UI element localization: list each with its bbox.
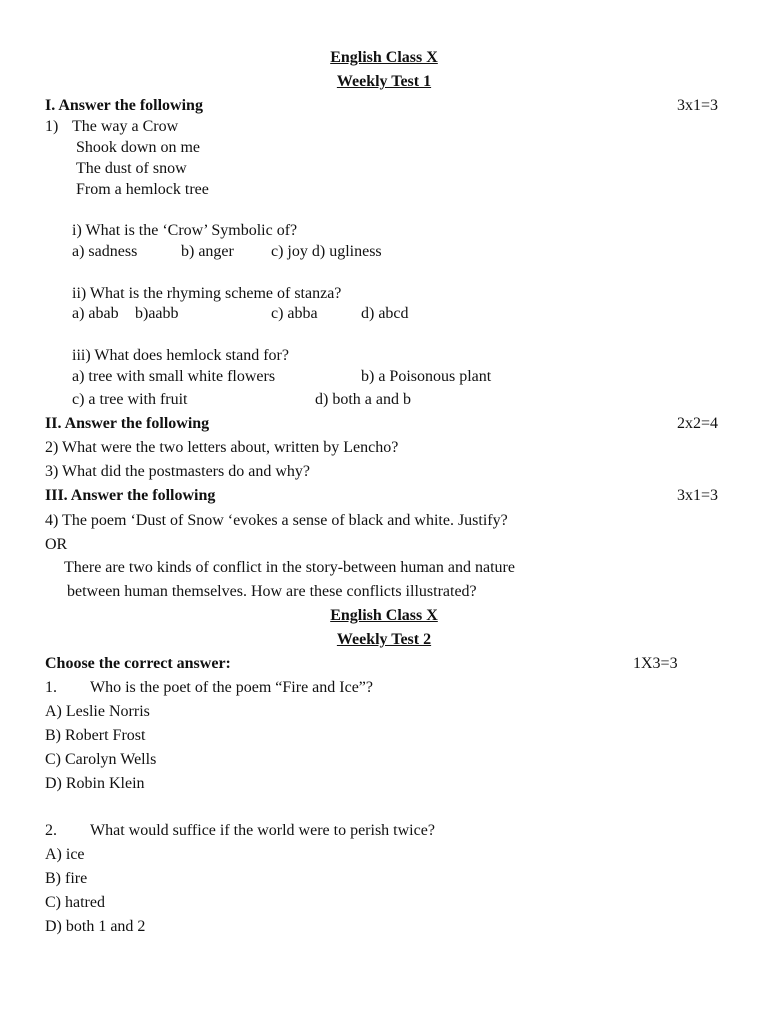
test2-heading: Choose the correct answer: [45,655,231,672]
sub-question-i: i) What is the ‘Crow’ Symbolic of? [72,222,298,239]
option: D) Robin Klein [45,775,145,792]
test2-marks: 1X3=3 [633,655,678,672]
option: A) Leslie Norris [45,703,150,720]
question-number: 2. [45,822,57,839]
sub-question-ii: ii) What is the rhyming scheme of stanza? [72,285,342,302]
question-number: 1. [45,679,57,696]
test1-title: English Class X [330,49,438,66]
option: D) both 1 and 2 [45,918,146,935]
question: What would suffice if the world were to perish twice? [90,822,435,839]
q1-number: 1) [45,118,59,135]
test2-title: English Class X [330,607,438,624]
option: d) abcd [361,305,409,322]
test1-subtitle: Weekly Test 1 [336,73,432,90]
option: b) anger [181,243,234,260]
option: b) a Poisonous plant [361,368,492,385]
section1-marks: 3x1=3 [677,97,719,114]
option: c) joy d) ugliness [271,243,382,260]
question: 4) The poem ‘Dust of Snow ‘evokes a sense of black and white. Justify? [45,512,508,529]
option: B) fire [45,870,88,887]
option: A) ice [45,846,85,863]
section3-marks: 3x1=3 [677,487,719,504]
poem-line: From a hemlock tree [76,181,209,198]
option: B) Robert Frost [45,727,146,744]
poem-line: Shook down on me [76,139,200,156]
option: C) Carolyn Wells [45,751,157,768]
alternative-question: There are two kinds of conflict in the story-between human and nature [64,559,515,576]
option: a) abab [72,305,119,322]
question: Who is the poet of the poem “Fire and Ice”? [90,679,373,696]
or-label: OR [45,536,68,553]
section3-heading: III. Answer the following [45,487,216,504]
option: a) sadness [72,243,138,260]
poem-line: The dust of snow [76,160,187,177]
question: 2) What were the two letters about, written by Lencho? [45,439,399,456]
option: b)aabb [135,305,179,322]
section2-heading: II. Answer the following [45,415,210,432]
option: a) tree with small white flowers [72,368,276,385]
option: C) hatred [45,894,105,911]
option: c) abba [271,305,318,322]
option: d) both a and b [315,391,411,408]
question: 3) What did the postmasters do and why? [45,463,310,480]
test2-subtitle: Weekly Test 2 [336,631,432,648]
section1-heading: I. Answer the following [45,97,203,114]
poem-line: The way a Crow [72,118,179,135]
section2-marks: 2x2=4 [677,415,719,432]
sub-question-iii: iii) What does hemlock stand for? [72,347,289,364]
option: c) a tree with fruit [72,391,188,408]
alternative-question: between human themselves. How are these conflicts illustrated? [67,583,477,600]
